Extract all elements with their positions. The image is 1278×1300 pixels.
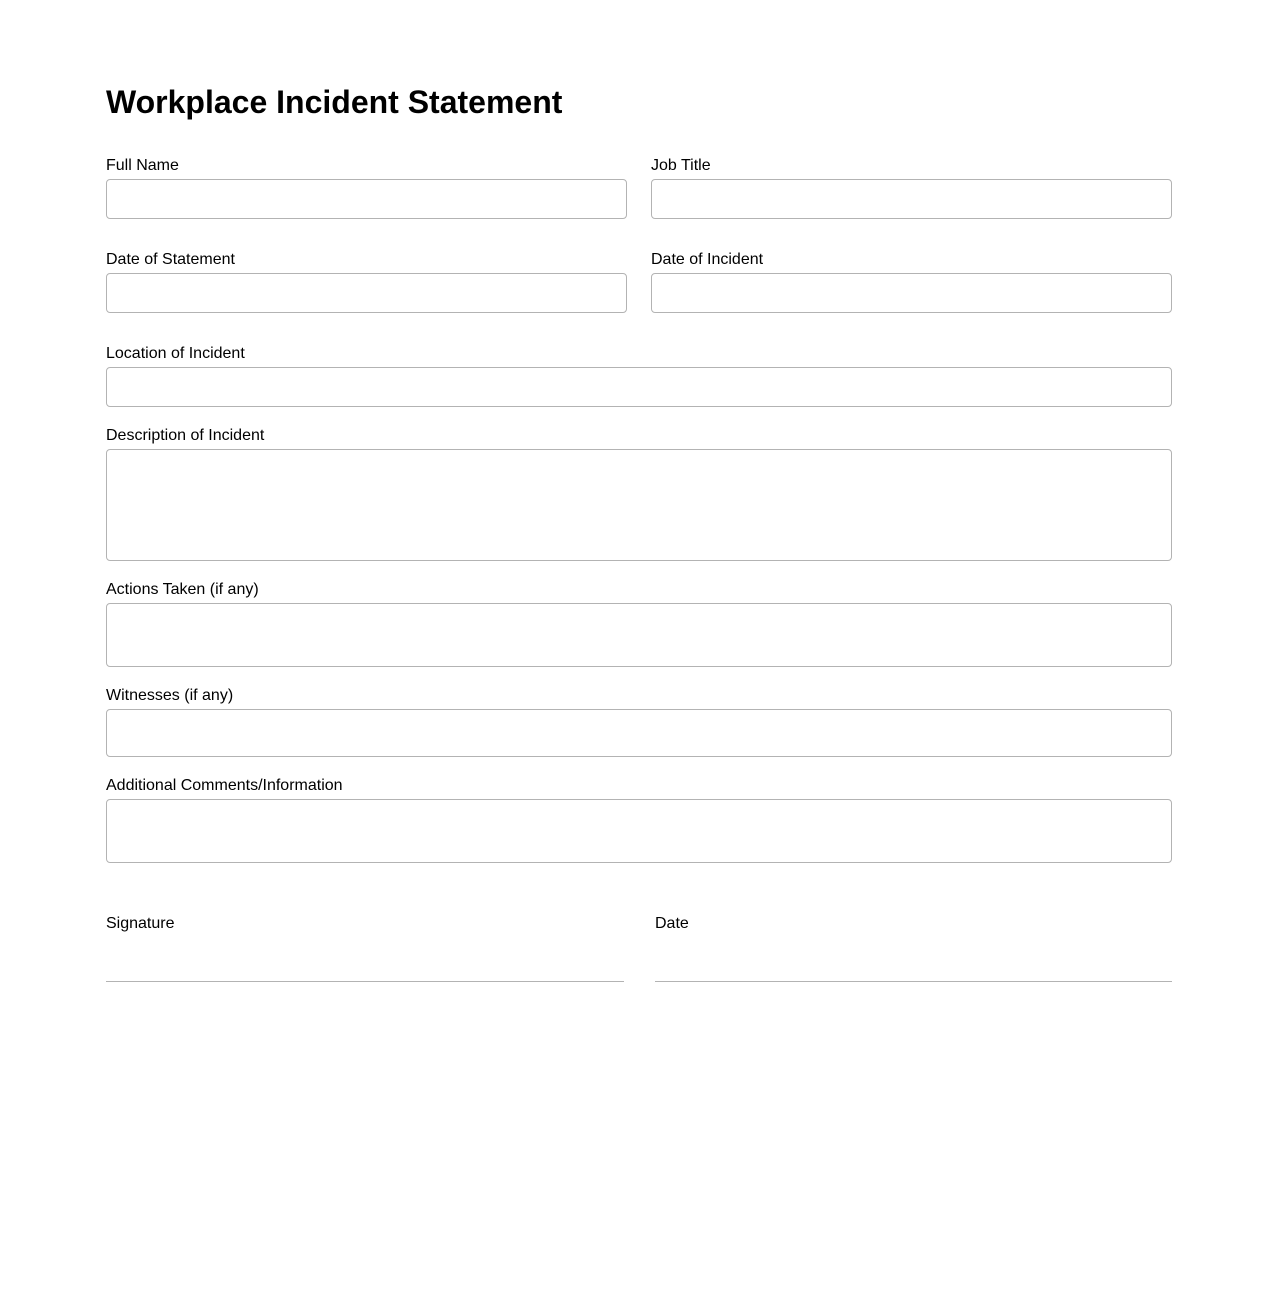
witnesses-label: Witnesses (if any) (106, 687, 234, 704)
location-of-incident-label: Location of Incident (106, 345, 245, 362)
full-name-label: Full Name (106, 157, 179, 174)
date-of-statement-label: Date of Statement (106, 251, 235, 268)
additional-comments-label: Additional Comments/Information (106, 777, 343, 794)
additional-comments-textarea[interactable] (106, 799, 1172, 863)
description-of-incident-label: Description of Incident (106, 427, 265, 444)
date-of-incident-input[interactable] (651, 273, 1172, 313)
job-title-label: Job Title (651, 157, 711, 174)
location-of-incident-input[interactable] (106, 367, 1172, 407)
full-name-input[interactable] (106, 179, 627, 219)
page-title: Workplace Incident Statement (106, 84, 563, 120)
actions-taken-textarea[interactable] (106, 603, 1172, 667)
date-of-statement-input[interactable] (106, 273, 627, 313)
witnesses-input[interactable] (106, 709, 1172, 757)
signature-date-label: Date (655, 915, 689, 932)
signature-line[interactable] (106, 981, 624, 982)
signature-label: Signature (106, 915, 175, 932)
actions-taken-label: Actions Taken (if any) (106, 581, 259, 598)
job-title-input[interactable] (651, 179, 1172, 219)
description-of-incident-textarea[interactable] (106, 449, 1172, 561)
date-of-incident-label: Date of Incident (651, 251, 764, 268)
signature-date-line[interactable] (655, 981, 1172, 982)
